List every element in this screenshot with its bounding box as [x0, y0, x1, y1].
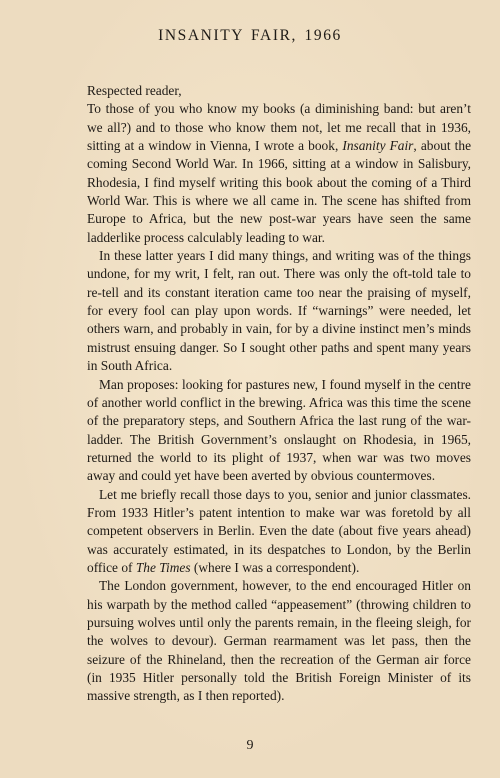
- paragraph-1-text-b: , about the coming Second World War. In 1966, sitting at a window in Salisbury, Rhodesia, I find myself writing this book about the coming of a Third World War. This is where we all came in. The scene has shifted from Europe to Africa, but the new post-war years have seen the same ladderlike process calculably leading to war.: [87, 138, 472, 245]
- page-number: 9: [246, 738, 254, 753]
- paragraph-4-text-b: (where I was a correspondent).: [190, 559, 360, 575]
- paragraph-4: [87, 486, 471, 578]
- paragraph-5: The London government, however, to the end encouraged Hitler on his warpath by the method called “appeasement” (throwing children to pursuing wolves until only the parents remain, in the fleeing sleigh, for the wolves to devour). German rearmament was let pass, then the seizure of the Rhineland, then the recreation of the German air force (in 1935 Hitler personally told the British Foreign Minister of its massive strength, as I then reported).: [87, 578, 471, 704]
- paragraph-2: In these latter years I did many things, and writing was of the things undone, for my writ, I felt, ran out. There was only the oft-told tale to re-tell and its constant iteration came too near the praising of myself, for every fool can play upon words. If “warnings” were needed, let others warn, and probably in vain, for by a divine instinct men’s minds mistrust ensuing danger. So I sought other paths and spent many years in South Africa.: [87, 248, 471, 374]
- running-head: INSANITY FAIR, 1966: [158, 27, 342, 44]
- paragraph-1-text-a: To those of you who know my books (a diminishing band: but aren’t we all?) and to those who know them not, let me recall that in 1936, sitting at a window in Vienna, I wrote a book,: [87, 101, 471, 154]
- paragraph-1: [87, 100, 471, 247]
- salutation: Respected reader,: [87, 83, 182, 98]
- body-text: [87, 82, 471, 706]
- paragraph-4-text-a: Let me briefly recall those days to you, senior and junior classmates. From 1933 Hitler’s patent intention to make war was foretold by all competent observers in Berlin. Even the date (about five years ahead) was accurately estimated, in its despatches to London, by the Berlin office of: [87, 486, 471, 575]
- newspaper-title-the-times: The Times: [135, 559, 191, 575]
- paragraph-3: Man proposes: looking for pastures new, I found myself in the centre of another world conflict in the brewing. Africa was this time the scene of the preparatory steps, and Southern Africa the last rung of the war-ladder. The British Government’s onslaught on Rhodesia, in 1965, returned the world to its plight of 1937, when war was two moves away and could yet have been averted by obvious countermoves.: [87, 376, 471, 484]
- book-title-insanity-fair: Insanity Fair: [342, 138, 414, 154]
